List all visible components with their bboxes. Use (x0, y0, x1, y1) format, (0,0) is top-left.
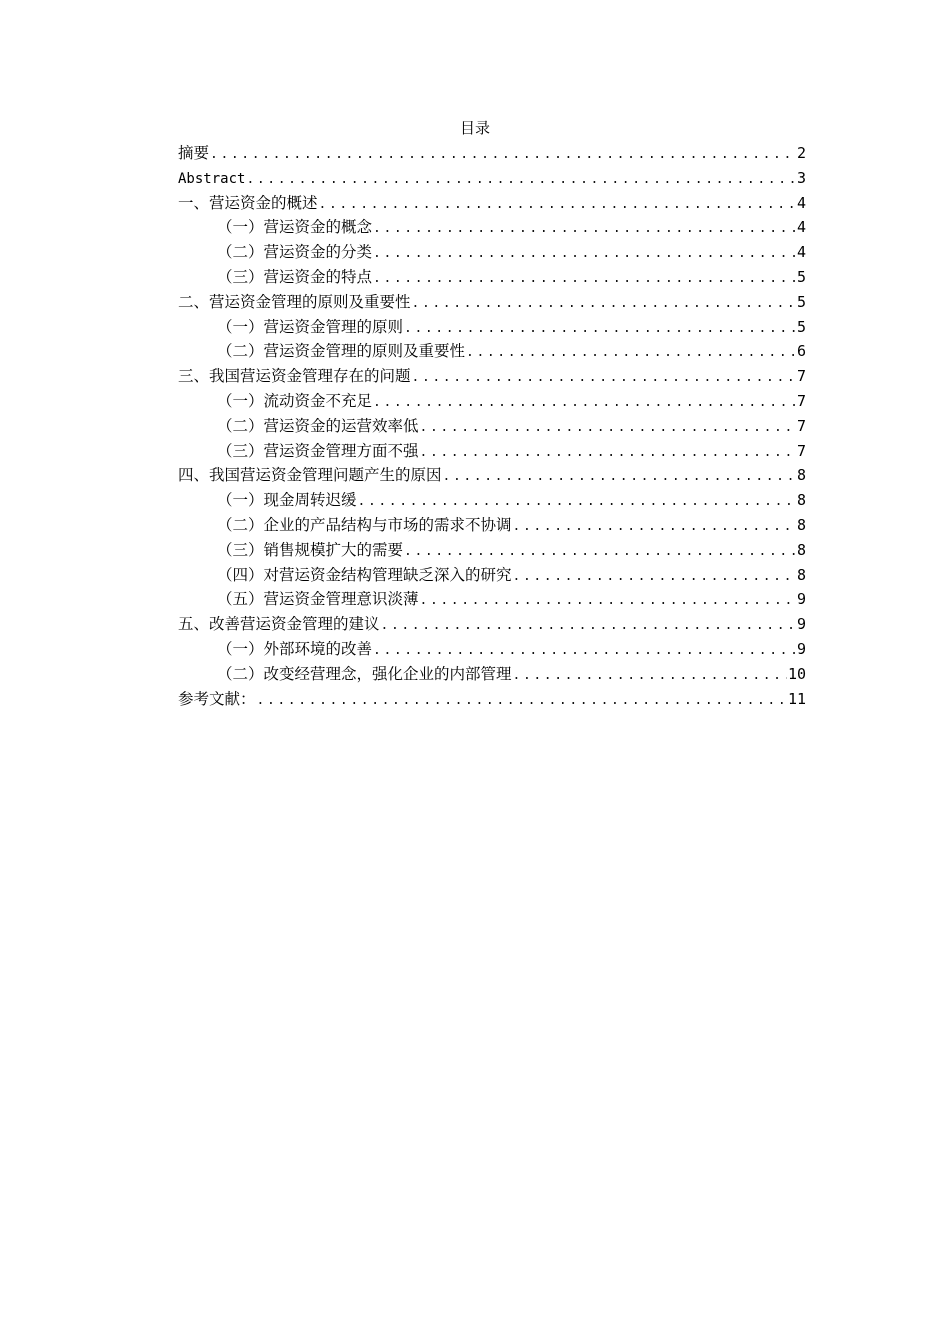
toc-leader-dots (373, 639, 796, 662)
toc-leader-dots (319, 193, 796, 216)
toc-leader-dots (513, 664, 787, 687)
toc-leader-dots (420, 589, 796, 612)
toc-entry-page: 9 (796, 615, 806, 634)
toc-leader-dots (373, 217, 796, 240)
toc-entry-page: 9 (796, 590, 806, 609)
toc-entry[interactable] (178, 538, 806, 563)
toc-entry-page: 8 (796, 540, 806, 559)
toc-entry-text: （二）营运资金的分类 (217, 243, 373, 262)
toc-entry-text: （一）外部环境的改善 (217, 639, 373, 658)
toc-entry[interactable] (178, 240, 806, 265)
toc-entry-page: 7 (796, 391, 806, 410)
toc-leader-dots (513, 565, 796, 588)
toc-entry[interactable] (178, 389, 806, 414)
toc-entry-page: 5 (796, 317, 806, 336)
toc-entry-text: （三）营运资金的特点 (217, 267, 373, 286)
toc-entry-page: 3 (796, 168, 806, 187)
toc-entry-page: 5 (796, 292, 806, 311)
toc-leader-dots (420, 416, 796, 439)
toc-entry[interactable] (178, 166, 806, 191)
toc-entry-page: 5 (796, 267, 806, 286)
toc-leader-dots (412, 292, 796, 315)
toc-entry[interactable] (178, 364, 806, 389)
toc-entry-page: 8 (796, 565, 806, 584)
toc-entry-page: 2 (796, 144, 806, 162)
toc-leader-dots (373, 267, 796, 290)
toc-entry-text: 三、我国营运资金管理存在的问题 (178, 367, 411, 386)
toc-entry-text: 五、改善营运资金管理的建议 (178, 615, 380, 634)
toc-entry-text: （四）对营运资金结构管理缺乏深入的研究 (217, 565, 512, 584)
toc-title: 目录 (459, 119, 490, 137)
toc-entry-page: 8 (796, 491, 806, 510)
toc-entry-page: 8 (796, 466, 806, 485)
toc-entry-page: 9 (796, 639, 806, 658)
toc-leader-dots (381, 614, 796, 637)
toc-entry[interactable] (178, 141, 806, 166)
toc-entry[interactable] (178, 265, 806, 290)
toc-entry[interactable] (178, 191, 806, 216)
toc-entry[interactable] (178, 414, 806, 439)
toc-leader-dots (358, 490, 796, 513)
toc-entry[interactable] (178, 662, 806, 687)
toc-entry-text: （二）改变经营理念，强化企业的内部管理 (217, 664, 512, 683)
toc-leader-dots (373, 242, 796, 265)
toc-entry-text: 二、营运资金管理的原则及重要性 (178, 292, 411, 311)
toc-entry-page: 4 (796, 243, 806, 262)
toc-entry[interactable] (178, 290, 806, 315)
toc-entry-text: （二）营运资金管理的原则及重要性 (217, 342, 466, 361)
toc-entry-page: 7 (796, 367, 806, 386)
toc-entry-text: （五）营运资金管理意识淡薄 (217, 590, 419, 609)
toc-entry-text: （二）企业的产品结构与市场的需求不协调 (217, 515, 512, 534)
toc-entry[interactable] (178, 315, 806, 340)
toc-leader-dots (404, 540, 796, 563)
toc-entry[interactable] (178, 463, 806, 488)
toc-entry-text: Abstract (178, 170, 246, 187)
toc-entry[interactable] (178, 587, 806, 612)
toc-leader-dots (373, 391, 796, 414)
toc-leader-dots (412, 366, 796, 389)
toc-entry-page: 8 (796, 515, 806, 534)
toc-entry-text: （二）营运资金的运营效率低 (217, 416, 419, 435)
toc-leader-dots (404, 317, 796, 340)
toc-entry[interactable] (178, 687, 806, 712)
toc-entry-page: 6 (796, 342, 806, 361)
toc-entry-text: （一）营运资金管理的原则 (217, 317, 404, 336)
toc-entry[interactable] (178, 513, 806, 538)
toc-entry[interactable] (178, 637, 806, 662)
toc-leader-dots (466, 341, 796, 364)
toc-entry[interactable] (178, 488, 806, 513)
toc-entry-text: （一）流动资金不充足 (217, 391, 373, 410)
toc-leader-dots (513, 515, 796, 538)
toc-leader-dots (420, 441, 796, 464)
toc-entry-text: （三）营运资金管理方面不强 (217, 441, 419, 460)
toc-entry[interactable] (178, 215, 806, 240)
toc-entry-text: 一、营运资金的概述 (178, 193, 318, 212)
table-of-contents (178, 141, 806, 711)
toc-entry-text: 摘要 (178, 144, 210, 162)
toc-leader-dots (443, 465, 796, 488)
toc-entry-page: 4 (796, 218, 806, 237)
toc-entry-page: 4 (796, 193, 806, 212)
toc-entry-page: 10 (787, 664, 806, 683)
toc-entry-page: 11 (787, 689, 806, 708)
toc-entry-page: 7 (796, 416, 806, 435)
toc-entry-text: 四、我国营运资金管理问题产生的原因 (178, 466, 442, 485)
toc-entry[interactable] (178, 439, 806, 464)
toc-entry-text: （一）营运资金的概念 (217, 218, 373, 237)
toc-leader-dots (246, 168, 796, 191)
toc-entry-page: 7 (796, 441, 806, 460)
toc-entry[interactable] (178, 612, 806, 637)
toc-entry-text: 参考文献： (178, 689, 256, 708)
toc-entry[interactable] (178, 563, 806, 588)
toc-entry-text: （三）销售规模扩大的需要 (217, 540, 404, 559)
toc-entry-text: （一）现金周转迟缓 (217, 491, 357, 510)
toc-entry[interactable] (178, 339, 806, 364)
toc-leader-dots (257, 689, 787, 712)
toc-leader-dots (210, 143, 796, 166)
